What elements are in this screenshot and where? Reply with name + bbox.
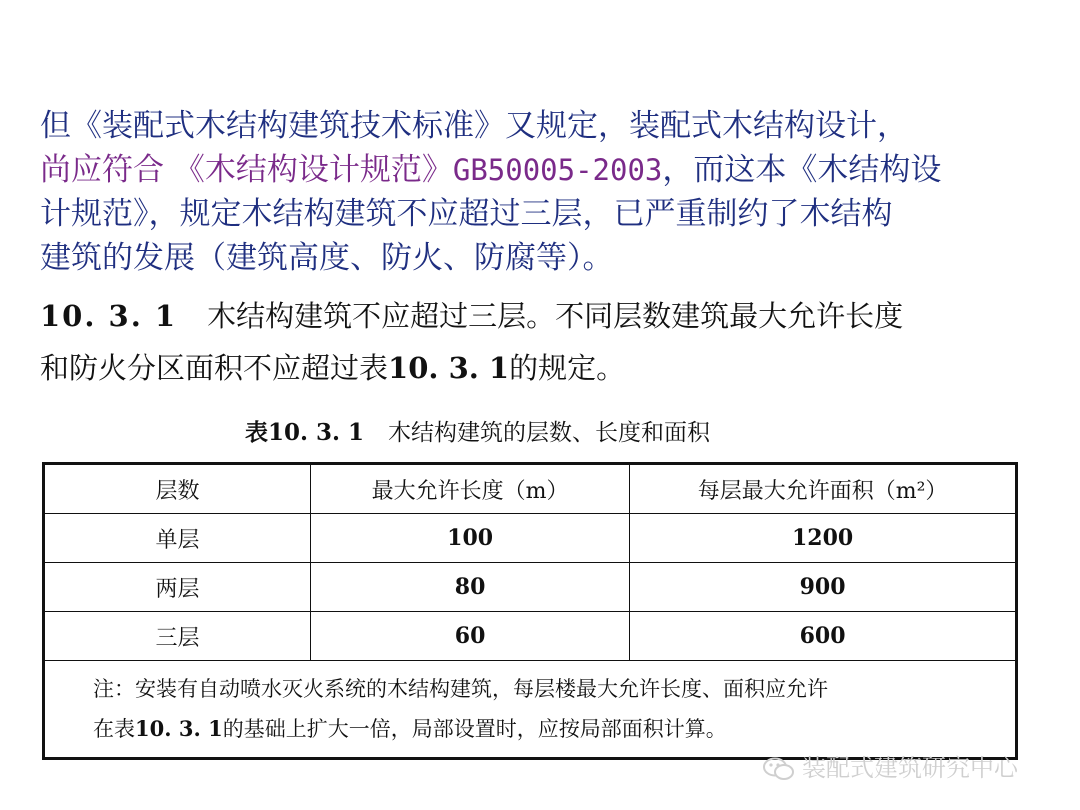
intro-line-2 — [40, 148, 1050, 192]
table-header-row — [44, 464, 1017, 514]
cell-area: 600 — [630, 612, 1017, 661]
note-line-2 — [93, 709, 1015, 749]
note-line-1: 注：安装有自动喷水灭火系统的木结构建筑，每层楼最大允许长度、面积应允许 — [93, 677, 828, 701]
cell-length: 80 — [311, 563, 630, 612]
rule-clause — [40, 290, 1050, 394]
table-caption-title: 木结构建筑的层数、长度和面积 — [388, 420, 711, 446]
note-text-2a: 在表 — [93, 717, 135, 741]
intro-paragraph — [40, 104, 1050, 280]
table-row — [44, 563, 1017, 612]
rule-text-2a: 和防火分区面积不应超过表 — [40, 351, 389, 385]
cell-floors: 三层 — [44, 612, 311, 661]
watermark — [762, 748, 1018, 783]
table-row — [44, 514, 1017, 563]
rule-line-2 — [40, 342, 1050, 394]
table-caption-number: 表10. 3. 1 — [245, 419, 365, 446]
spec-table — [42, 462, 1018, 760]
cell-length: 60 — [311, 612, 630, 661]
note-text-2c: 的基础上扩大一倍，局部设置时，应按局部面积计算。 — [222, 717, 727, 741]
cell-area: 1200 — [630, 514, 1017, 563]
cell-floors: 两层 — [44, 563, 311, 612]
header-floors: 层数 — [44, 464, 311, 514]
header-max-area: 每层最大允许面积（m²） — [630, 464, 1017, 514]
cell-area: 900 — [630, 563, 1017, 612]
intro-line-4: 建筑的发展（建筑高度、防火、防腐等）。 — [40, 240, 614, 276]
cell-floors: 单层 — [44, 514, 311, 563]
rule-table-ref: 10. 3. 1 — [388, 351, 510, 385]
table-caption — [245, 414, 710, 447]
cell-length: 100 — [311, 514, 630, 563]
rule-text-1: 木结构建筑不应超过三层。不同层数建筑最大允许长度 — [207, 299, 904, 333]
intro-line-3: 计规范》，规定木结构建筑不应超过三层，已严重制约了木结构 — [40, 196, 893, 232]
rule-text-2c: 的规定。 — [509, 351, 626, 385]
intro-line-2-rest: ，而这本《木结构设 — [662, 152, 942, 188]
intro-line-1: 但《装配式木结构建筑技术标准》又规定，装配式木结构设计， — [40, 108, 908, 144]
intro-code-reference: 尚应符合 《木结构设计规范》 — [40, 152, 453, 188]
table-row — [44, 612, 1017, 661]
wechat-icon — [762, 757, 796, 781]
table-note-row — [44, 661, 1017, 759]
intro-standard-code: GB50005-2003 — [452, 153, 663, 187]
header-max-length: 最大允许长度（m） — [311, 464, 630, 514]
note-table-ref: 10. 3. 1 — [135, 716, 223, 741]
watermark-text: 装配式建筑研究中心 — [802, 754, 1018, 782]
rule-number: 10. 3. 1 — [40, 299, 178, 333]
rule-line-1 — [40, 290, 1050, 342]
table-note — [44, 661, 1017, 759]
